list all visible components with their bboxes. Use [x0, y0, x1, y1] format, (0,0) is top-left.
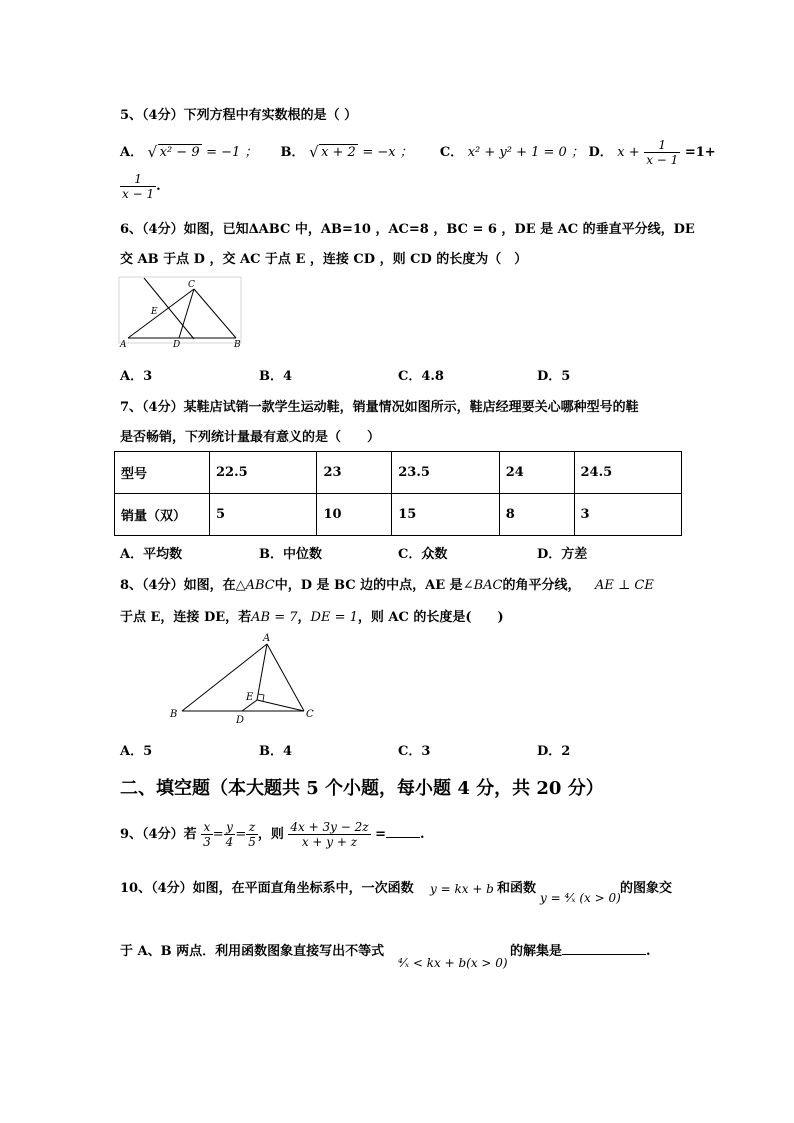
q6-option-d: D．5: [537, 369, 571, 384]
q9-answer-blank[interactable]: [386, 837, 420, 838]
q7-option-c: C．众数: [398, 547, 448, 562]
table-cell: 10: [317, 494, 392, 536]
q6-line2: 交 AB 于点 D ，交 AC 于点 E ，连接 CD ，则 CD 的长度为（ ）: [120, 252, 528, 267]
q5-option-c-math: x² + y² + 1 = 0 ；: [467, 145, 584, 160]
table-cell: 23.5: [392, 452, 499, 494]
q8-segment-ac: [267, 644, 304, 711]
q10-function-linear: y = kx + b: [430, 882, 494, 896]
q6-figure: [118, 275, 244, 349]
q5-stem: 5、（4分）下列方程中有实数根的是（ ）: [120, 108, 358, 123]
q6-label-b: B: [234, 340, 241, 349]
q8-segment-ab: [182, 644, 267, 711]
q9-fraction-z: $\frac{z}{5}$: [248, 820, 256, 849]
q5-option-b-rest: = −x ；: [362, 145, 413, 160]
q10-line2-e: 的解集是 .: [510, 944, 651, 959]
q5-option-d-fraction: $\frac{1}{x - 1}$: [646, 138, 679, 167]
q6-label-c: C: [188, 280, 195, 290]
q5-option-d-post: =1+: [684, 145, 716, 160]
q10-line1-a: 10、（4分）如图，在平面直角坐标系中，一次函数: [120, 881, 414, 896]
q9-line: 9、（4分）若 $\frac{x}{3}$ = $\frac{y}{4}$ = $\frac{z}{5}$ ，则 $\frac{4x + 3y - 2z}{x + y + z}$ = .: [120, 820, 425, 849]
q8-label-e: E: [246, 692, 254, 703]
q5-option-b-sqrt: √ x + 2: [309, 145, 358, 160]
q9-fraction-x: $\frac{x}{3}$: [203, 820, 211, 849]
q8-label-b: B: [170, 709, 178, 720]
q7-line2: 是否畅销，下列统计量最有意义的是（ ）: [120, 430, 381, 445]
q8-segment-ae: [257, 644, 267, 700]
q8-option-d: D．2: [537, 744, 571, 759]
section-heading-fill-in: 二、填空题（本大题共 5 个小题，每小题 4 分，共 20 分）: [120, 778, 604, 799]
q10-answer-blank[interactable]: [562, 954, 646, 955]
q6-segment-ac: [128, 289, 194, 338]
q10-inequality: ⁴⁄ₓ < kx + b(x > 0): [398, 956, 508, 970]
table-cell: 5: [210, 494, 317, 536]
q6-segment-cd: [179, 289, 194, 338]
q7-sales-table: [114, 451, 682, 536]
table-cell: 24.5: [574, 452, 682, 494]
q5-option-d-cont: $\frac{1}{x - 1}$ .: [122, 172, 161, 201]
q7-option-d: D．方差: [537, 547, 588, 562]
q9-fraction-expression: $\frac{4x + 3y - 2z}{x + y + z}$: [290, 820, 369, 849]
q6-line1: 6、（4分）如图，已知ΔABC 中，AB=10 ，AC=8 ，BC = 6 ，DE 是 AC 的垂直平分线，DE: [120, 222, 695, 237]
q7-option-b: B．中位数: [259, 547, 322, 562]
table-cell: 23: [317, 452, 392, 494]
q6-segment-bc: [194, 289, 236, 338]
q6-label-a: A: [120, 340, 127, 349]
q6-label-e: E: [151, 307, 158, 317]
q9-fraction-y: $\frac{y}{4}$: [225, 820, 234, 849]
q8-label-c: C: [306, 709, 314, 720]
table-cell: 24: [499, 452, 574, 494]
q8-line1: 8、（4分）如图，在△ABC中，D 是 BC 边的中点，AE 是∠BAC的角平分线， AE ⊥ CE: [120, 578, 654, 593]
table-cell: 8: [499, 494, 574, 536]
q8-option-c: C．3: [398, 744, 431, 759]
table-row: [115, 494, 682, 536]
q8-option-b: B．4: [259, 744, 293, 759]
q10-line1-c: 的图象交: [620, 881, 673, 896]
q6-option-c: C．4.8: [398, 369, 444, 384]
q10-line1-b: 和函数: [497, 881, 537, 896]
table-cell: 15: [392, 494, 499, 536]
q5-option-a-rest: = −1 ；: [206, 145, 258, 160]
q5-option-a-sqrt: √ x² − 9: [148, 145, 202, 160]
q5-option-d-fraction-2: $\frac{1}{x - 1}$: [122, 172, 155, 201]
q5-option-d-pre: x +: [617, 145, 640, 160]
q10-function-inverse: y = ⁴⁄ₓ (x > 0): [540, 891, 621, 905]
q8-line2: 于点 E，连接 DE，若AB = 7，DE = 1，则 AC 的长度是( ): [120, 610, 504, 625]
q5-options-row: [120, 138, 716, 167]
q5-option-a-label: A．: [120, 145, 144, 160]
q7-option-a: A．平均数: [120, 547, 183, 562]
table-cell: 3: [574, 494, 682, 536]
q8-option-a: A．5: [120, 744, 153, 759]
q7-line1: 7、（4分）某鞋店试销一款学生运动鞋，销量情况如图所示，鞋店经理要关心哪种型号的鞋: [120, 400, 639, 415]
q8-figure: [168, 630, 320, 726]
q5-option-b-label: B．: [280, 145, 305, 160]
q6-label-d: D: [173, 340, 181, 349]
q8-segment-ec: [257, 700, 304, 711]
table-cell: 销量（双）: [115, 494, 210, 536]
table-cell: 22.5: [210, 452, 317, 494]
q8-label-a: A: [263, 633, 271, 644]
q10-line2-d: 于 A、B 两点．利用函数图象直接写出不等式: [120, 944, 385, 959]
q8-label-d: D: [236, 715, 245, 726]
q5-option-c-label: C．: [439, 145, 464, 160]
q6-option-b: B．4: [259, 369, 293, 384]
table-cell: 型号: [115, 452, 210, 494]
q5-option-d-label: D．: [588, 145, 613, 160]
q6-option-a: A．3: [120, 369, 153, 384]
table-row: [115, 452, 682, 494]
